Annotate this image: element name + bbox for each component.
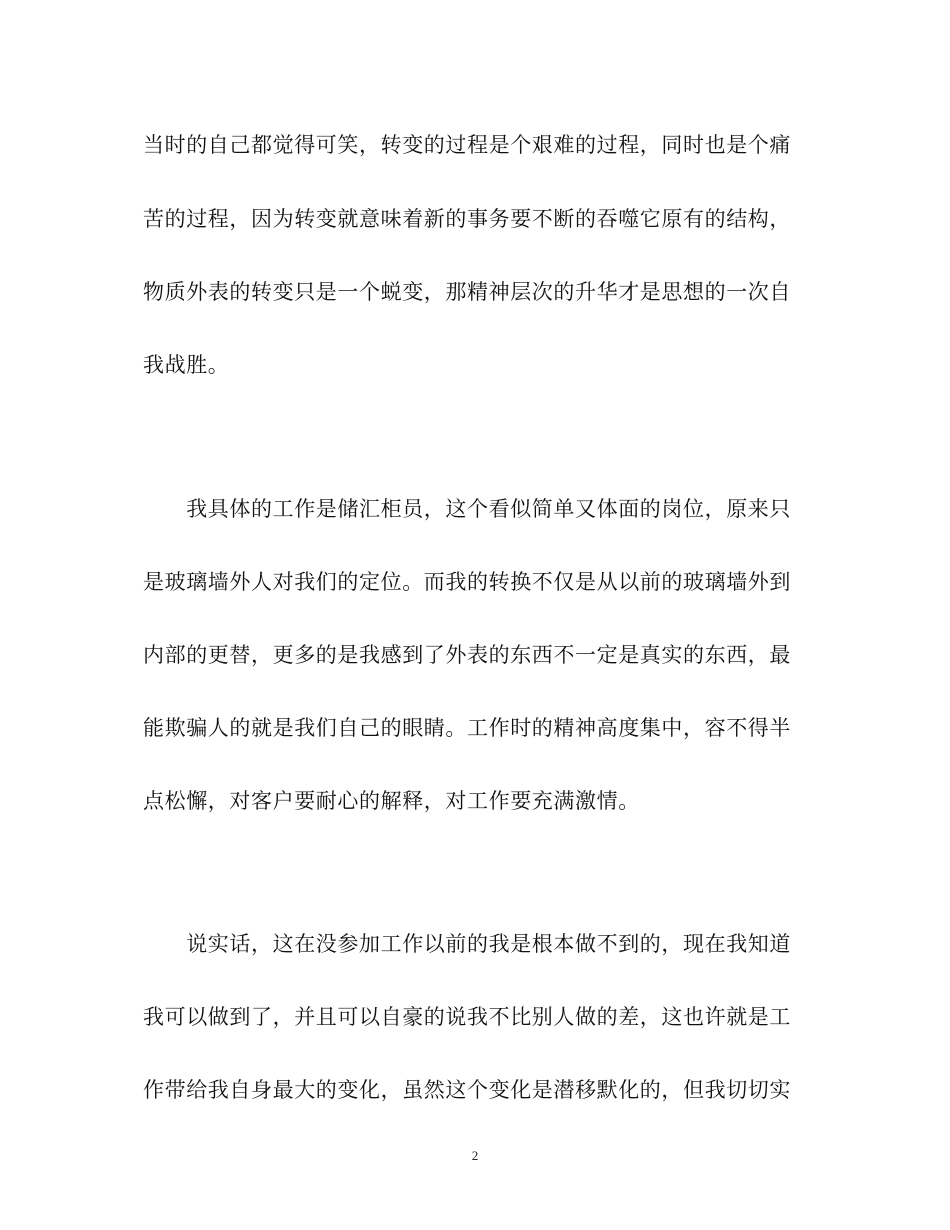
paragraph-1-line-3: 物质外表的转变只是一个蜕变，那精神层次的升华才是思想的一次自 xyxy=(143,280,791,304)
paragraph-3-line-3: 作带给我自身最大的变化，虽然这个变化是潜移默化的，但我切切实 xyxy=(143,1078,791,1102)
paragraph-3-line-1: 说实话，这在没参加工作以前的我是根本做不到的，现在我知道 xyxy=(143,932,791,956)
page-number: 2 xyxy=(471,1148,479,1163)
paragraph-2-line-2: 是玻璃墙外人对我们的定位。而我的转换不仅是从以前的玻璃墙外到 xyxy=(143,570,791,594)
paragraph-2-line-4: 能欺骗人的就是我们自己的眼睛。工作时的精神高度集中，容不得半 xyxy=(143,716,791,740)
paragraph-2-line-3: 内部的更替，更多的是我感到了外表的东西不一定是真实的东西，最 xyxy=(143,643,791,667)
paragraph-2-line-1: 我具体的工作是储汇柜员，这个看似简单又体面的岗位，原来只 xyxy=(143,497,791,521)
paragraph-1-line-4: 我战胜。 xyxy=(143,353,230,377)
paragraph-1-line-2: 苦的过程，因为转变就意味着新的事务要不断的吞噬它原有的结构， xyxy=(143,207,791,231)
paragraph-3-line-2: 我可以做到了，并且可以自豪的说我不比别人做的差，这也许就是工 xyxy=(143,1005,791,1029)
paragraph-2-line-5: 点松懈，对客户要耐心的解释，对工作要充满激情。 xyxy=(143,789,640,813)
paragraph-1-line-1: 当时的自己都觉得可笑，转变的过程是个艰难的过程，同时也是个痛 xyxy=(143,133,791,157)
